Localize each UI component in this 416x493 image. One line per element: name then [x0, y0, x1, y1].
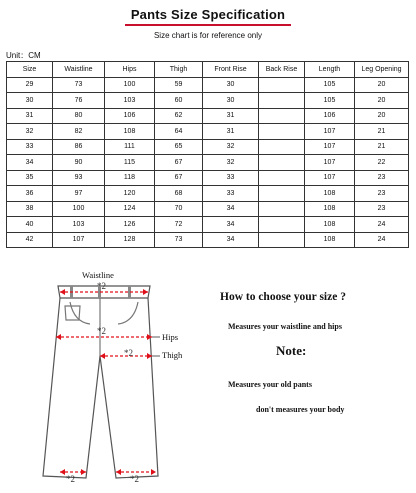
table-cell: 20 [355, 108, 409, 124]
table-cell: 20 [355, 93, 409, 109]
table-cell: 105 [305, 93, 355, 109]
table-cell: 90 [53, 155, 105, 171]
table-cell: 38 [7, 201, 53, 217]
table-cell: 108 [305, 217, 355, 233]
table-cell: 42 [7, 232, 53, 248]
table-cell: 65 [155, 139, 203, 155]
table-cell: 34 [203, 201, 259, 217]
table-cell: 30 [203, 77, 259, 93]
size-guide-notes [200, 262, 416, 488]
table-cell [259, 93, 305, 109]
table-cell: 30 [7, 93, 53, 109]
table-cell [259, 170, 305, 186]
table-cell: 107 [305, 139, 355, 155]
table-cell: 97 [53, 186, 105, 202]
arrow-heads [56, 289, 156, 475]
table-cell: 93 [53, 170, 105, 186]
table-cell: 126 [105, 217, 155, 233]
table-header-row [7, 62, 409, 78]
table-cell: 32 [7, 124, 53, 140]
title-container [0, 6, 416, 26]
table-row [7, 108, 409, 124]
column-header: Length [305, 62, 355, 78]
table-row [7, 186, 409, 202]
table-cell: 106 [305, 108, 355, 124]
table-cell: 80 [53, 108, 105, 124]
table-cell: 31 [203, 108, 259, 124]
table-row [7, 201, 409, 217]
table-cell: 24 [355, 232, 409, 248]
column-header: Back Rise [259, 62, 305, 78]
waistline-multiplier: *2 [97, 281, 106, 291]
unit-label: Unit：CM [6, 51, 41, 60]
column-header: Front Rise [203, 62, 259, 78]
leg-multiplier-right: *2 [130, 474, 139, 484]
table-cell: 67 [155, 170, 203, 186]
note-heading: Note: [276, 343, 307, 358]
table-cell: 107 [53, 232, 105, 248]
how-to-choose-heading: How to choose your size ? [220, 291, 346, 303]
subtitle: Size chart is for reference only [153, 31, 263, 40]
table-cell: 103 [53, 217, 105, 233]
table-cell [259, 139, 305, 155]
column-header: Size [7, 62, 53, 78]
table-cell: 21 [355, 124, 409, 140]
table-cell: 31 [203, 124, 259, 140]
table-cell: 23 [355, 170, 409, 186]
table-cell: 64 [155, 124, 203, 140]
table-cell: 107 [305, 124, 355, 140]
table-cell: 107 [305, 170, 355, 186]
table-cell [259, 201, 305, 217]
table-cell: 21 [355, 139, 409, 155]
table-row [7, 77, 409, 93]
table-row [7, 124, 409, 140]
table-cell: 34 [7, 155, 53, 171]
column-header: Leg Opening [355, 62, 409, 78]
table-cell: 108 [105, 124, 155, 140]
pants-figure [0, 262, 200, 488]
table-cell: 20 [355, 77, 409, 93]
table-cell [259, 77, 305, 93]
table-cell: 33 [203, 170, 259, 186]
table-cell: 111 [105, 139, 155, 155]
size-table [6, 61, 409, 248]
column-header: Thigh [155, 62, 203, 78]
table-cell: 22 [355, 155, 409, 171]
table-cell: 34 [203, 217, 259, 233]
table-cell [259, 108, 305, 124]
table-cell: 40 [7, 217, 53, 233]
table-cell: 72 [155, 217, 203, 233]
table-cell: 34 [203, 232, 259, 248]
table-cell: 67 [155, 155, 203, 171]
table-cell: 24 [355, 217, 409, 233]
thigh-label: Thigh [162, 350, 183, 360]
table-cell: 105 [305, 77, 355, 93]
table-cell: 29 [7, 77, 53, 93]
table-row [7, 155, 409, 171]
table-cell: 106 [105, 108, 155, 124]
leg-multiplier-left: *2 [66, 474, 75, 484]
table-cell: 35 [7, 170, 53, 186]
table-cell: 108 [305, 186, 355, 202]
table-cell: 33 [203, 186, 259, 202]
table-cell: 124 [105, 201, 155, 217]
table-cell: 100 [105, 77, 155, 93]
table-cell: 120 [105, 186, 155, 202]
table-cell: 108 [305, 201, 355, 217]
table-cell: 82 [53, 124, 105, 140]
table-cell: 108 [305, 232, 355, 248]
table-row [7, 217, 409, 233]
table-cell: 62 [155, 108, 203, 124]
pants-diagram [0, 262, 200, 488]
table-cell: 23 [355, 201, 409, 217]
table-row [7, 232, 409, 248]
table-cell: 76 [53, 93, 105, 109]
table-row [7, 170, 409, 186]
table-cell: 73 [155, 232, 203, 248]
table-cell: 33 [7, 139, 53, 155]
table-cell: 59 [155, 77, 203, 93]
table-row [7, 139, 409, 155]
table-cell: 107 [305, 155, 355, 171]
table-cell: 70 [155, 201, 203, 217]
table-body [7, 77, 409, 248]
column-header: Waistline [53, 62, 105, 78]
table-cell: 118 [105, 170, 155, 186]
column-header: Hips [105, 62, 155, 78]
table-cell: 86 [53, 139, 105, 155]
table-cell: 32 [203, 155, 259, 171]
hips-multiplier: *2 [97, 326, 106, 336]
table-cell [259, 217, 305, 233]
pants-outline [43, 286, 158, 478]
table-cell: 60 [155, 93, 203, 109]
table-cell: 103 [105, 93, 155, 109]
table-cell: 31 [7, 108, 53, 124]
table-cell: 115 [105, 155, 155, 171]
measurement-lines [56, 292, 156, 472]
table-cell: 128 [105, 232, 155, 248]
waistline-label: Waistline [82, 270, 114, 280]
table-cell: 30 [203, 93, 259, 109]
instruction-not-body: don't measures your body [256, 405, 345, 414]
table-cell: 73 [53, 77, 105, 93]
table-cell: 32 [203, 139, 259, 155]
page-title: Pants Size Specification [125, 7, 291, 26]
hips-label: Hips [162, 332, 179, 342]
table-cell [259, 124, 305, 140]
table-cell [259, 186, 305, 202]
table-cell: 100 [53, 201, 105, 217]
thigh-multiplier: *2 [124, 348, 133, 358]
table-row [7, 93, 409, 109]
table-cell [259, 232, 305, 248]
instruction-old-pants: Measures your old pants [228, 380, 312, 389]
table-cell: 68 [155, 186, 203, 202]
table-cell: 36 [7, 186, 53, 202]
leader-lines [152, 337, 160, 356]
table-cell [259, 155, 305, 171]
table-cell: 23 [355, 186, 409, 202]
instruction-waist-hips: Measures your waistline and hips [228, 322, 342, 331]
